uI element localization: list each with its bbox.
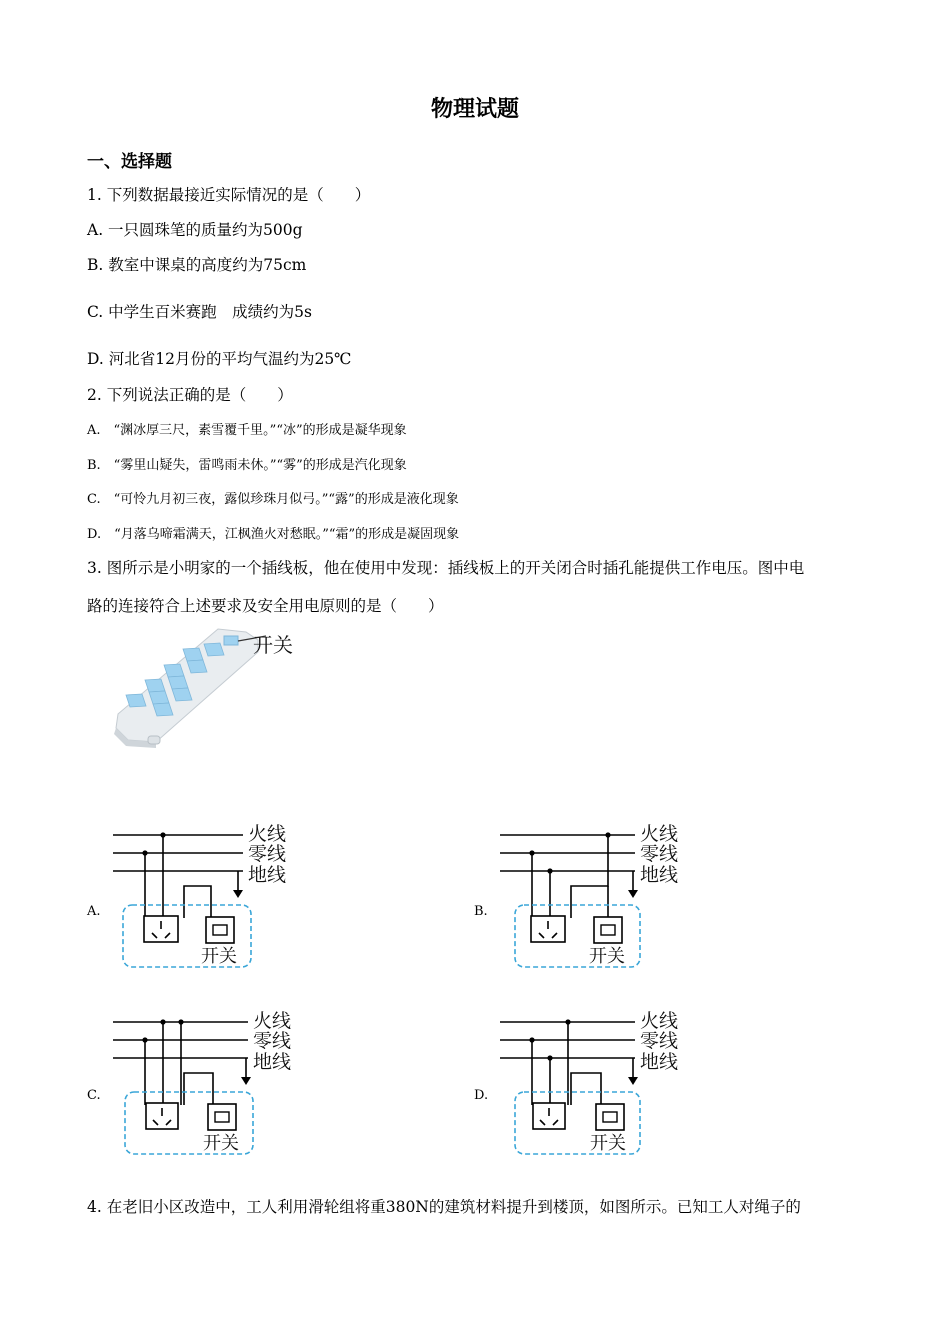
option-a-label: A.	[87, 904, 101, 919]
ground-wire-label-b: 地线	[640, 864, 679, 886]
question-1-option-d: D. 河北省12月份的平均气温约为25℃	[87, 350, 352, 368]
switch-label-d: 开关	[590, 1133, 626, 1154]
question-3-stem-line2: 路的连接符合上述要求及安全用电原则的是（ ）	[87, 597, 444, 615]
ground-wire-label-d: 地线	[640, 1051, 679, 1073]
switch-label-b: 开关	[589, 946, 625, 967]
switch-label-a: 开关	[201, 946, 237, 967]
switch-callout-label: 开关	[253, 633, 293, 657]
question-2-stem: 2. 下列说法正确的是（ ）	[87, 386, 293, 404]
power-strip-figure	[108, 624, 308, 749]
section-heading: 一、选择题	[87, 152, 172, 172]
option-c-label: C.	[87, 1088, 101, 1103]
neutral-wire-label-b: 零线	[640, 843, 679, 865]
question-2-option-b: B. “雾里山疑失，雷鸣雨未休。”“雾”的形成是汽化现象	[87, 458, 407, 473]
question-2-option-c: C. “可怜九月初三夜，露似珍珠月似弓。”“露”的形成是液化现象	[87, 492, 459, 507]
circuit-diagram-c	[108, 1005, 308, 1160]
circuit-diagram-d	[495, 1005, 695, 1160]
question-1-option-b: B. 教室中课桌的高度约为75cm	[87, 256, 307, 274]
neutral-wire-label-c: 零线	[253, 1030, 292, 1052]
question-2-option-a: A. “渊冰厚三尺，素雪覆千里。”“冰”的形成是凝华现象	[87, 423, 407, 438]
question-1-option-c: C. 中学生百米赛跑 成绩约为5s	[87, 303, 312, 321]
question-1-stem: 1. 下列数据最接近实际情况的是（ ）	[87, 186, 371, 204]
live-wire-label-a: 火线	[248, 823, 287, 845]
neutral-wire-label-d: 零线	[640, 1030, 679, 1052]
live-wire-label-c: 火线	[253, 1010, 292, 1032]
neutral-wire-label-a: 零线	[248, 843, 287, 865]
ground-wire-label-a: 地线	[248, 864, 287, 886]
live-wire-label-d: 火线	[640, 1010, 679, 1032]
question-3-stem-line1: 3. 图所示是小明家的一个插线板，他在使用中发现：插线板上的开关闭合时插孔能提供工作电压。图中电	[87, 559, 805, 577]
circuit-diagram-a	[108, 818, 308, 973]
question-4-stem: 4. 在老旧小区改造中，工人利用滑轮组将重380N的建筑材料提升到楼顶，如图所示。已知工人对绳子的	[87, 1198, 801, 1216]
option-b-label: B.	[474, 904, 488, 919]
switch-label-c: 开关	[203, 1133, 239, 1154]
circuit-diagram-b	[495, 818, 695, 973]
question-1-option-a: A. 一只圆珠笔的质量约为500g	[87, 221, 303, 239]
question-2-option-d: D. “月落乌啼霜满天，江枫渔火对愁眠。”“霜”的形成是凝固现象	[87, 527, 460, 542]
page-title: 物理试题	[430, 96, 519, 122]
ground-wire-label-c: 地线	[253, 1051, 292, 1073]
option-d-label: D.	[474, 1088, 489, 1103]
live-wire-label-b: 火线	[640, 823, 679, 845]
